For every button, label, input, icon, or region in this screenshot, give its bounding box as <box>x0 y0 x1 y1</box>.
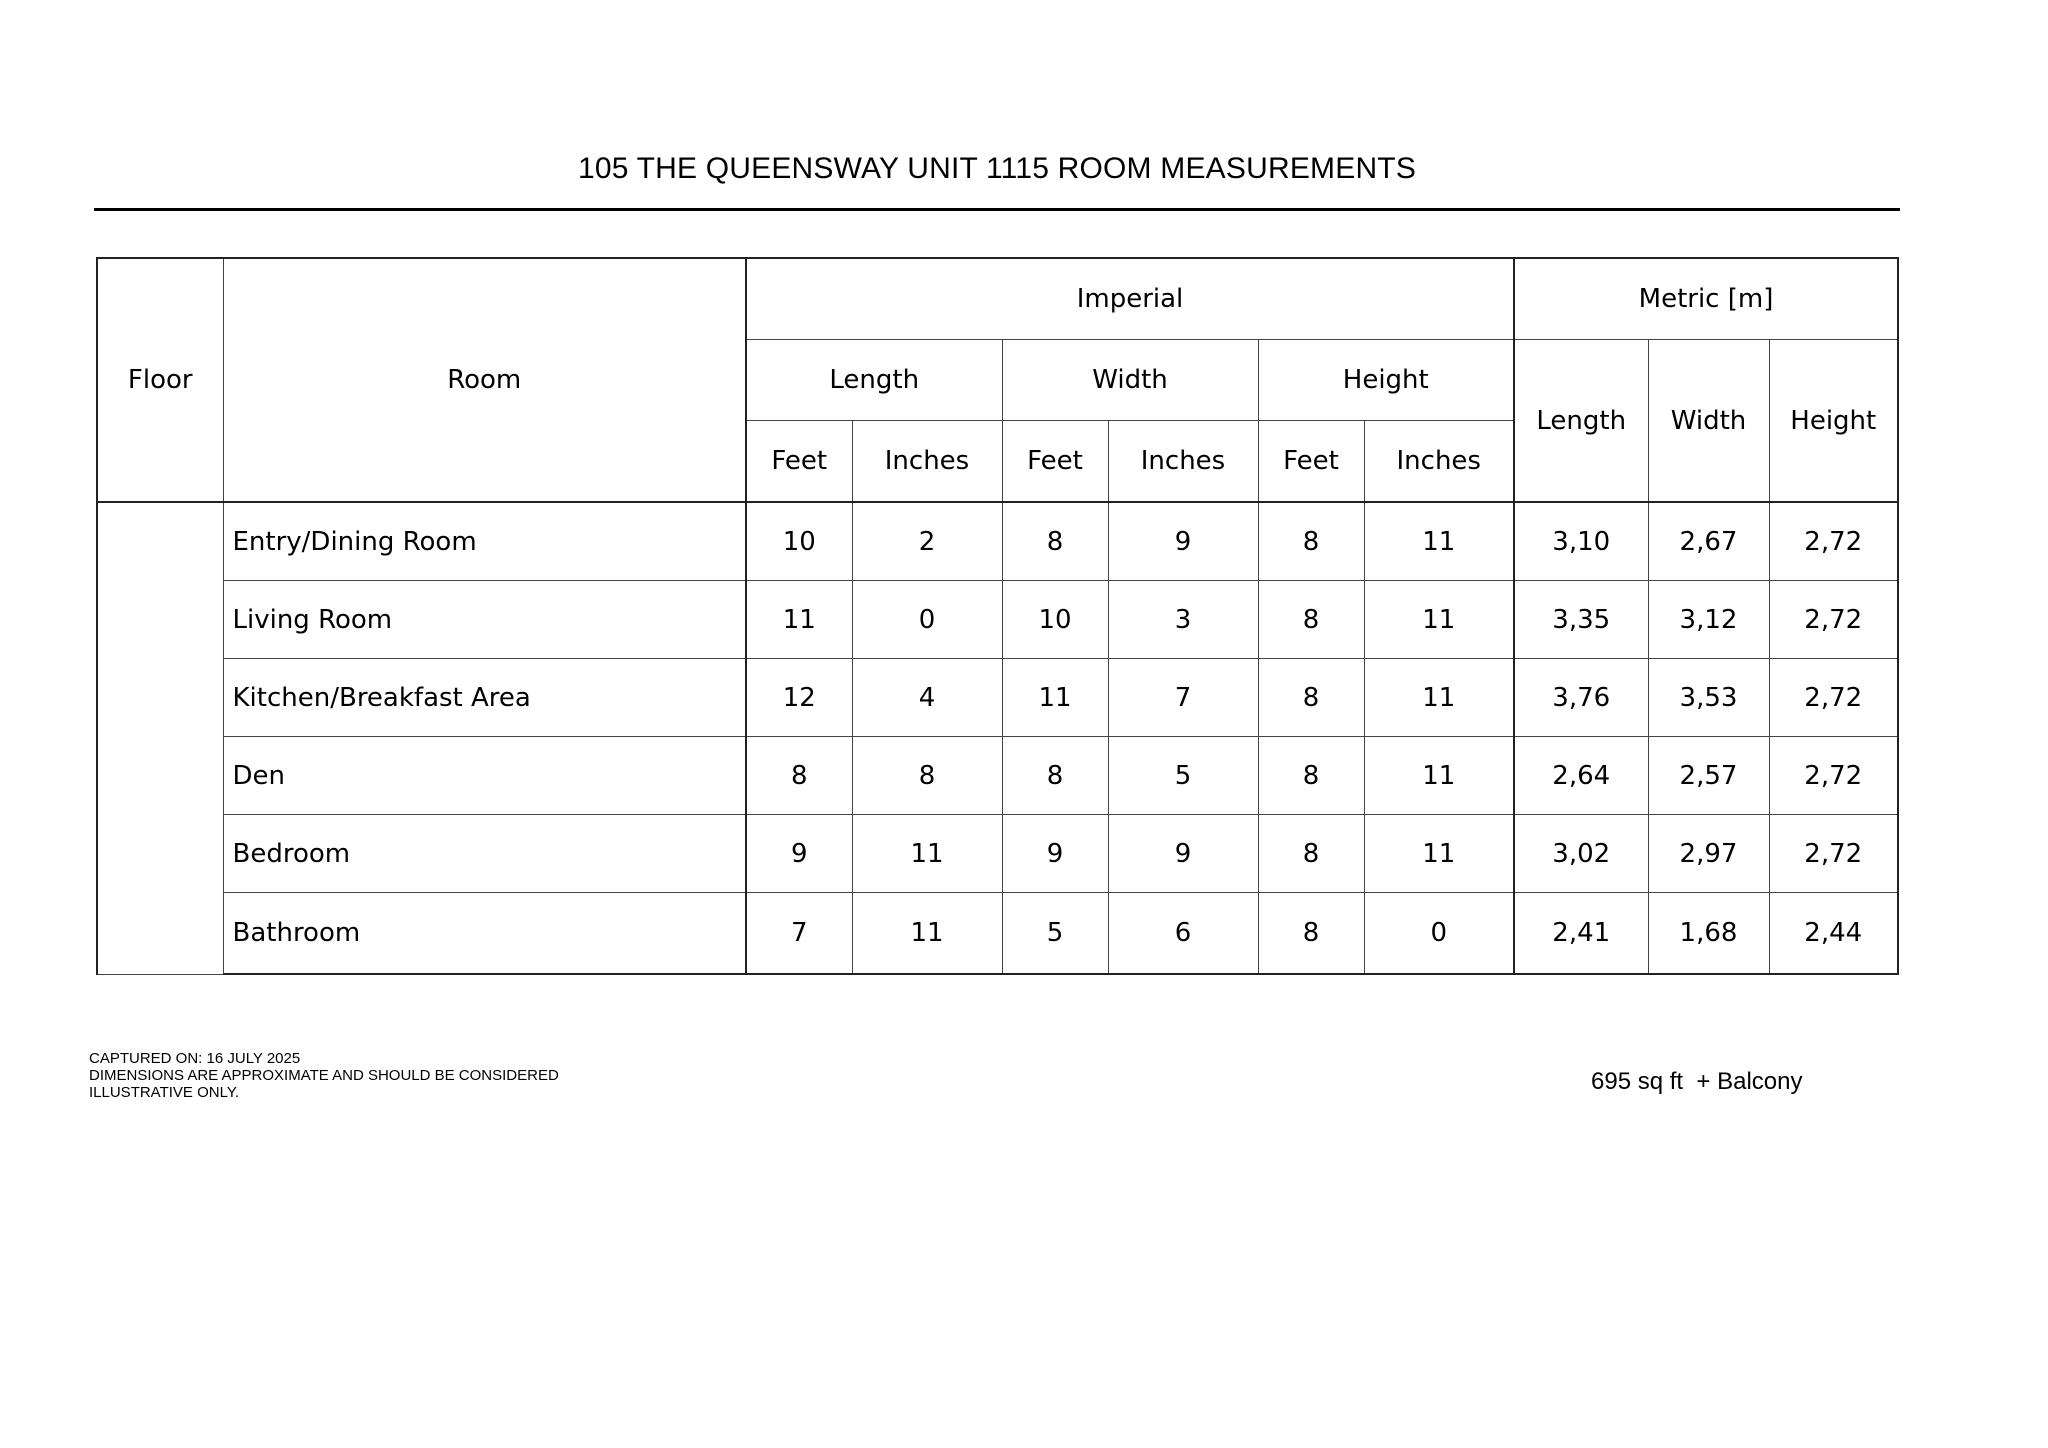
length-metric-cell: 3,02 <box>1514 815 1648 893</box>
title-divider <box>94 208 1900 211</box>
room-name-cell: Bathroom <box>223 893 746 975</box>
length-inches-cell: 11 <box>852 815 1002 893</box>
room-name-cell: Bedroom <box>223 815 746 893</box>
header-width-inches: Inches <box>1108 421 1258 503</box>
height-feet-cell: 8 <box>1258 815 1364 893</box>
header-length-feet: Feet <box>746 421 852 503</box>
captured-date: CAPTURED ON: 16 JULY 2025 <box>89 1050 301 1067</box>
header-height-inches: Inches <box>1364 421 1514 503</box>
room-name-cell: Den <box>223 737 746 815</box>
width-inches-cell: 5 <box>1108 737 1258 815</box>
header-imperial: Imperial <box>746 258 1514 340</box>
width-inches-cell: 9 <box>1108 502 1258 581</box>
width-feet-cell: 8 <box>1002 502 1108 581</box>
height-metric-cell: 2,72 <box>1769 581 1898 659</box>
width-metric-cell: 2,67 <box>1648 502 1769 581</box>
header-metric-length: Length <box>1514 340 1648 503</box>
header-row-top <box>97 258 1898 340</box>
header-metric-height: Height <box>1769 340 1898 503</box>
height-metric-cell: 2,72 <box>1769 737 1898 815</box>
length-feet-cell: 11 <box>746 581 852 659</box>
room-name-cell: Entry/Dining Room <box>223 502 746 581</box>
header-width-feet: Feet <box>1002 421 1108 503</box>
room-measurements-table <box>96 257 1899 975</box>
length-metric-cell: 2,41 <box>1514 893 1648 975</box>
header-imperial-width: Width <box>1002 340 1258 421</box>
length-inches-cell: 2 <box>852 502 1002 581</box>
table-row <box>97 893 1898 975</box>
floor-cell <box>97 502 223 974</box>
header-height-feet: Feet <box>1258 421 1364 503</box>
height-inches-cell: 11 <box>1364 815 1514 893</box>
width-metric-cell: 2,57 <box>1648 737 1769 815</box>
height-inches-cell: 11 <box>1364 581 1514 659</box>
height-feet-cell: 8 <box>1258 659 1364 737</box>
height-inches-cell: 0 <box>1364 893 1514 975</box>
width-metric-cell: 1,68 <box>1648 893 1769 975</box>
header-length-inches: Inches <box>852 421 1002 503</box>
width-metric-cell: 3,12 <box>1648 581 1769 659</box>
header-imperial-length: Length <box>746 340 1002 421</box>
length-metric-cell: 3,76 <box>1514 659 1648 737</box>
length-feet-cell: 7 <box>746 893 852 975</box>
length-inches-cell: 4 <box>852 659 1002 737</box>
width-inches-cell: 7 <box>1108 659 1258 737</box>
height-metric-cell: 2,72 <box>1769 659 1898 737</box>
table-row <box>97 502 1898 581</box>
width-feet-cell: 5 <box>1002 893 1108 975</box>
height-inches-cell: 11 <box>1364 659 1514 737</box>
width-feet-cell: 10 <box>1002 581 1108 659</box>
page-title: 105 THE QUEENSWAY UNIT 1115 ROOM MEASUREMENTS <box>577 152 1417 185</box>
length-inches-cell: 0 <box>852 581 1002 659</box>
disclaimer-line: DIMENSIONS ARE APPROXIMATE AND SHOULD BE CONSIDERED <box>89 1067 559 1084</box>
height-feet-cell: 8 <box>1258 502 1364 581</box>
area-summary: 695 sq ft + Balcony <box>1591 1068 1803 1095</box>
table-row <box>97 581 1898 659</box>
length-inches-cell: 8 <box>852 737 1002 815</box>
length-metric-cell: 2,64 <box>1514 737 1648 815</box>
length-feet-cell: 8 <box>746 737 852 815</box>
length-inches-cell: 11 <box>852 893 1002 975</box>
room-name-cell: Living Room <box>223 581 746 659</box>
length-metric-cell: 3,10 <box>1514 502 1648 581</box>
height-inches-cell: 11 <box>1364 502 1514 581</box>
table-row <box>97 815 1898 893</box>
header-metric-width: Width <box>1648 340 1769 503</box>
width-feet-cell: 11 <box>1002 659 1108 737</box>
height-feet-cell: 8 <box>1258 581 1364 659</box>
length-feet-cell: 10 <box>746 502 852 581</box>
header-floor: Floor <box>97 258 223 502</box>
width-metric-cell: 2,97 <box>1648 815 1769 893</box>
width-metric-cell: 3,53 <box>1648 659 1769 737</box>
height-metric-cell: 2,72 <box>1769 815 1898 893</box>
room-name-cell: Kitchen/Breakfast Area <box>223 659 746 737</box>
table-row <box>97 659 1898 737</box>
height-metric-cell: 2,44 <box>1769 893 1898 975</box>
disclaimer-line: ILLUSTRATIVE ONLY. <box>89 1084 240 1101</box>
width-inches-cell: 9 <box>1108 815 1258 893</box>
length-feet-cell: 12 <box>746 659 852 737</box>
header-imperial-height: Height <box>1258 340 1514 421</box>
length-metric-cell: 3,35 <box>1514 581 1648 659</box>
width-feet-cell: 9 <box>1002 815 1108 893</box>
footer-disclaimer <box>89 1050 559 1101</box>
height-feet-cell: 8 <box>1258 893 1364 975</box>
width-inches-cell: 3 <box>1108 581 1258 659</box>
height-metric-cell: 2,72 <box>1769 502 1898 581</box>
width-feet-cell: 8 <box>1002 737 1108 815</box>
header-metric: Metric [m] <box>1514 258 1898 340</box>
height-feet-cell: 8 <box>1258 737 1364 815</box>
header-room: Room <box>223 258 746 502</box>
height-inches-cell: 11 <box>1364 737 1514 815</box>
length-feet-cell: 9 <box>746 815 852 893</box>
table-row <box>97 737 1898 815</box>
width-inches-cell: 6 <box>1108 893 1258 975</box>
